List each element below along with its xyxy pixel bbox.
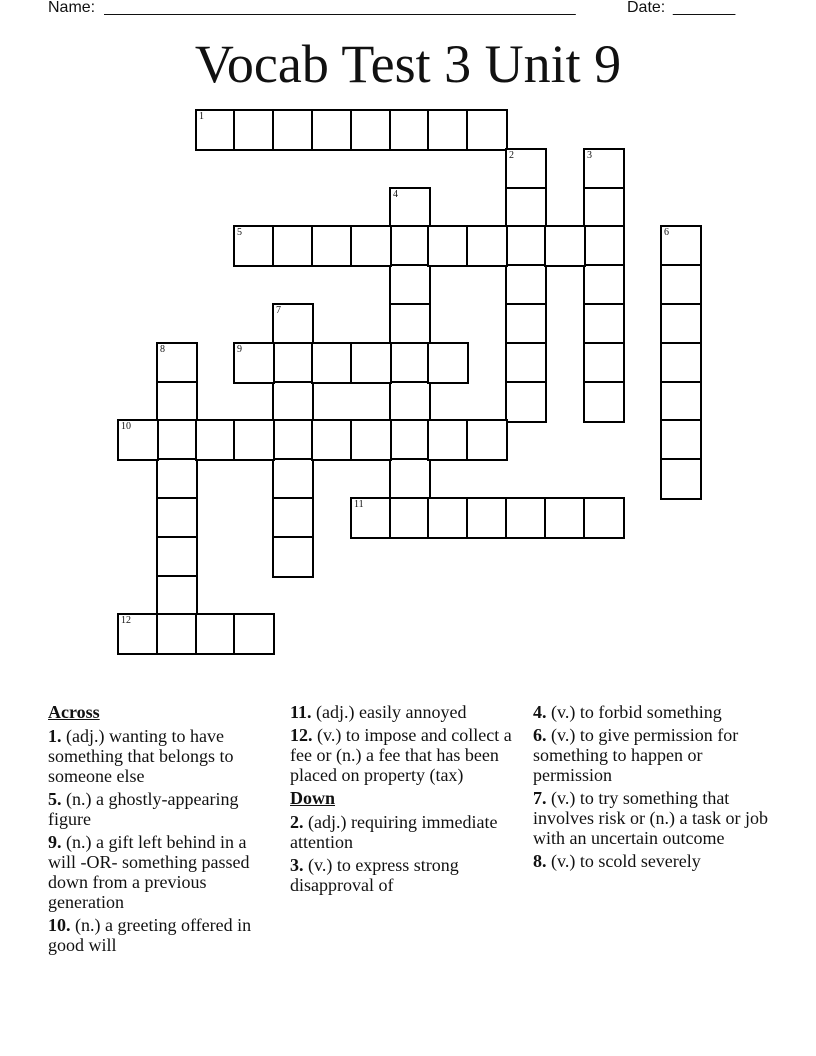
crossword-cell[interactable] bbox=[311, 342, 353, 384]
crossword-cell[interactable] bbox=[156, 575, 198, 617]
crossword-cell[interactable] bbox=[272, 109, 314, 151]
clue-number-label: 2 bbox=[509, 150, 514, 161]
crossword-cell[interactable] bbox=[117, 419, 159, 461]
crossword-cell[interactable] bbox=[583, 381, 625, 423]
clue-number: 3. bbox=[290, 855, 304, 875]
crossword-cell[interactable] bbox=[156, 497, 198, 539]
clue-number-label: 5 bbox=[237, 227, 242, 238]
crossword-cell[interactable] bbox=[156, 458, 198, 500]
crossword-cell[interactable] bbox=[350, 109, 392, 151]
crossword-cell[interactable] bbox=[233, 109, 275, 151]
clue-number: 8. bbox=[533, 851, 547, 871]
clue-number: 1. bbox=[48, 726, 62, 746]
clue-across-11 bbox=[290, 702, 516, 722]
crossword-cell[interactable] bbox=[505, 381, 547, 423]
crossword-cell[interactable] bbox=[156, 381, 198, 423]
crossword-cell[interactable] bbox=[466, 225, 508, 267]
crossword-cell[interactable] bbox=[660, 381, 702, 423]
clue-across-12 bbox=[290, 725, 516, 785]
crossword-cell[interactable] bbox=[272, 419, 314, 461]
clue-text: (v.) to forbid something bbox=[551, 702, 722, 722]
crossword-cell[interactable] bbox=[660, 458, 702, 500]
crossword-cell[interactable] bbox=[272, 342, 314, 384]
clue-across-10 bbox=[48, 915, 274, 955]
crossword-cell[interactable] bbox=[233, 225, 275, 267]
crossword-cell[interactable] bbox=[195, 613, 237, 655]
crossword-cell[interactable] bbox=[389, 109, 431, 151]
clue-number-label: 11 bbox=[354, 499, 364, 510]
clue-text: (v.) to give permission for something to happen or permission bbox=[533, 725, 739, 785]
crossword-cell[interactable] bbox=[311, 109, 353, 151]
page-title: Vocab Test 3 Unit 9 bbox=[194, 34, 622, 94]
crossword-cell[interactable] bbox=[505, 303, 547, 345]
clue-text: (v.) to impose and collect a fee or (n.) a fee that has been placed on property (tax) bbox=[290, 725, 512, 785]
clue-number-label: 4 bbox=[393, 189, 398, 200]
crossword-cell[interactable] bbox=[311, 419, 353, 461]
crossword-cell[interactable] bbox=[272, 303, 314, 345]
crossword-cell[interactable] bbox=[156, 419, 198, 461]
crossword-cell[interactable] bbox=[660, 225, 702, 267]
clues-column-1 bbox=[48, 702, 274, 958]
date-label: Date: bbox=[627, 0, 666, 16]
clue-number-label: 3 bbox=[587, 150, 592, 161]
crossword-cell[interactable] bbox=[505, 264, 547, 306]
crossword-cell[interactable] bbox=[389, 264, 431, 306]
down-heading: Down bbox=[290, 788, 336, 808]
clue-down-7 bbox=[533, 788, 769, 848]
crossword-cell[interactable] bbox=[427, 225, 469, 267]
clue-across-9 bbox=[48, 832, 274, 912]
clue-down-4 bbox=[533, 702, 769, 722]
crossword-cell[interactable] bbox=[350, 419, 392, 461]
crossword-cell[interactable] bbox=[389, 497, 431, 539]
crossword-cell[interactable] bbox=[660, 419, 702, 461]
crossword-cell[interactable] bbox=[117, 613, 159, 655]
clue-number: 2. bbox=[290, 812, 304, 832]
clue-number-label: 1 bbox=[199, 111, 204, 122]
crossword-cell[interactable] bbox=[311, 225, 353, 267]
crossword-cell[interactable] bbox=[583, 148, 625, 190]
crossword-cell[interactable] bbox=[389, 225, 431, 267]
clue-across-5 bbox=[48, 789, 274, 829]
clue-number: 9. bbox=[48, 832, 62, 852]
clues-column-3 bbox=[533, 702, 769, 874]
clue-number-label: 8 bbox=[160, 344, 165, 355]
crossword-cell[interactable] bbox=[156, 613, 198, 655]
clue-down-6 bbox=[533, 725, 769, 785]
clues-column-2 bbox=[290, 702, 516, 898]
crossword-cell[interactable] bbox=[389, 458, 431, 500]
clue-number-label: 7 bbox=[276, 305, 281, 316]
clue-down-2 bbox=[290, 812, 516, 852]
clue-number-label: 9 bbox=[237, 344, 242, 355]
clue-across-1 bbox=[48, 726, 274, 786]
crossword-cell[interactable] bbox=[156, 342, 198, 384]
crossword-cell[interactable] bbox=[583, 497, 625, 539]
crossword-cell[interactable] bbox=[272, 381, 314, 423]
crossword-cell[interactable] bbox=[272, 225, 314, 267]
clue-number: 5. bbox=[48, 789, 62, 809]
crossword-cell[interactable] bbox=[505, 187, 547, 229]
clue-text: (n.) a gift left behind in a will -OR- something passed down from a previous generation bbox=[48, 832, 250, 912]
date-blank[interactable]: _______ bbox=[673, 0, 736, 16]
crossword-cell[interactable] bbox=[389, 419, 431, 461]
crossword-cell[interactable] bbox=[350, 225, 392, 267]
crossword-cell[interactable] bbox=[389, 303, 431, 345]
crossword-cell[interactable] bbox=[233, 419, 275, 461]
crossword-cell[interactable] bbox=[233, 342, 275, 384]
clue-text: (v.) to express strong disapproval of bbox=[290, 855, 459, 895]
clue-number: 4. bbox=[533, 702, 547, 722]
crossword-cell[interactable] bbox=[233, 613, 275, 655]
crossword-cell[interactable] bbox=[389, 187, 431, 229]
crossword-cell[interactable] bbox=[505, 497, 547, 539]
crossword-cell[interactable] bbox=[389, 342, 431, 384]
crossword-cell[interactable] bbox=[505, 225, 547, 267]
clue-text: (v.) to try something that involves risk or (n.) a task or job with an uncertain outcome bbox=[533, 788, 768, 848]
crossword-cell[interactable] bbox=[389, 381, 431, 423]
crossword-cell[interactable] bbox=[195, 109, 237, 151]
crossword-cell[interactable] bbox=[272, 458, 314, 500]
clue-text: (n.) a ghostly-appearing figure bbox=[48, 789, 239, 829]
crossword-cell[interactable] bbox=[583, 264, 625, 306]
clue-number: 10. bbox=[48, 915, 71, 935]
crossword-cell[interactable] bbox=[466, 109, 508, 151]
clue-number: 12. bbox=[290, 725, 313, 745]
crossword-cell[interactable] bbox=[350, 497, 392, 539]
clue-text: (adj.) requiring immediate attention bbox=[290, 812, 498, 852]
clue-text: (n.) a greeting offered in good will bbox=[48, 915, 252, 955]
name-blank[interactable]: _____________________________________________________ bbox=[104, 0, 576, 16]
across-heading: Across bbox=[48, 702, 100, 722]
crossword-cell[interactable] bbox=[272, 497, 314, 539]
crossword-cell[interactable] bbox=[505, 342, 547, 384]
clue-number: 11. bbox=[290, 702, 312, 722]
crossword-cell[interactable] bbox=[583, 303, 625, 345]
crossword-cell[interactable] bbox=[660, 342, 702, 384]
crossword-cell[interactable] bbox=[427, 342, 469, 384]
crossword-cell[interactable] bbox=[583, 187, 625, 229]
crossword-cell[interactable] bbox=[544, 225, 586, 267]
crossword-cell[interactable] bbox=[544, 497, 586, 539]
crossword-cell[interactable] bbox=[427, 497, 469, 539]
clue-text: (adj.) easily annoyed bbox=[316, 702, 467, 722]
clue-number-label: 10 bbox=[121, 421, 131, 432]
crossword-cell[interactable] bbox=[156, 536, 198, 578]
clue-number-label: 12 bbox=[121, 615, 131, 626]
crossword-cell[interactable] bbox=[350, 342, 392, 384]
crossword-cell[interactable] bbox=[427, 419, 469, 461]
clue-number: 7. bbox=[533, 788, 547, 808]
crossword-cell[interactable] bbox=[466, 419, 508, 461]
crossword-cell[interactable] bbox=[583, 225, 625, 267]
crossword-cell[interactable] bbox=[505, 148, 547, 190]
crossword-cell[interactable] bbox=[660, 303, 702, 345]
clue-down-8 bbox=[533, 851, 769, 871]
clue-number-label: 6 bbox=[664, 227, 669, 238]
crossword-cell[interactable] bbox=[272, 536, 314, 578]
crossword-cell[interactable] bbox=[427, 109, 469, 151]
clue-text: (v.) to scold severely bbox=[551, 851, 701, 871]
crossword-cell[interactable] bbox=[583, 342, 625, 384]
clue-text: (adj.) wanting to have something that belongs to someone else bbox=[48, 726, 234, 786]
crossword-cell[interactable] bbox=[466, 497, 508, 539]
clue-number: 6. bbox=[533, 725, 547, 745]
name-label: Name: bbox=[48, 0, 96, 16]
clue-down-3 bbox=[290, 855, 516, 895]
crossword-cell[interactable] bbox=[660, 264, 702, 306]
crossword-cell[interactable] bbox=[195, 419, 237, 461]
